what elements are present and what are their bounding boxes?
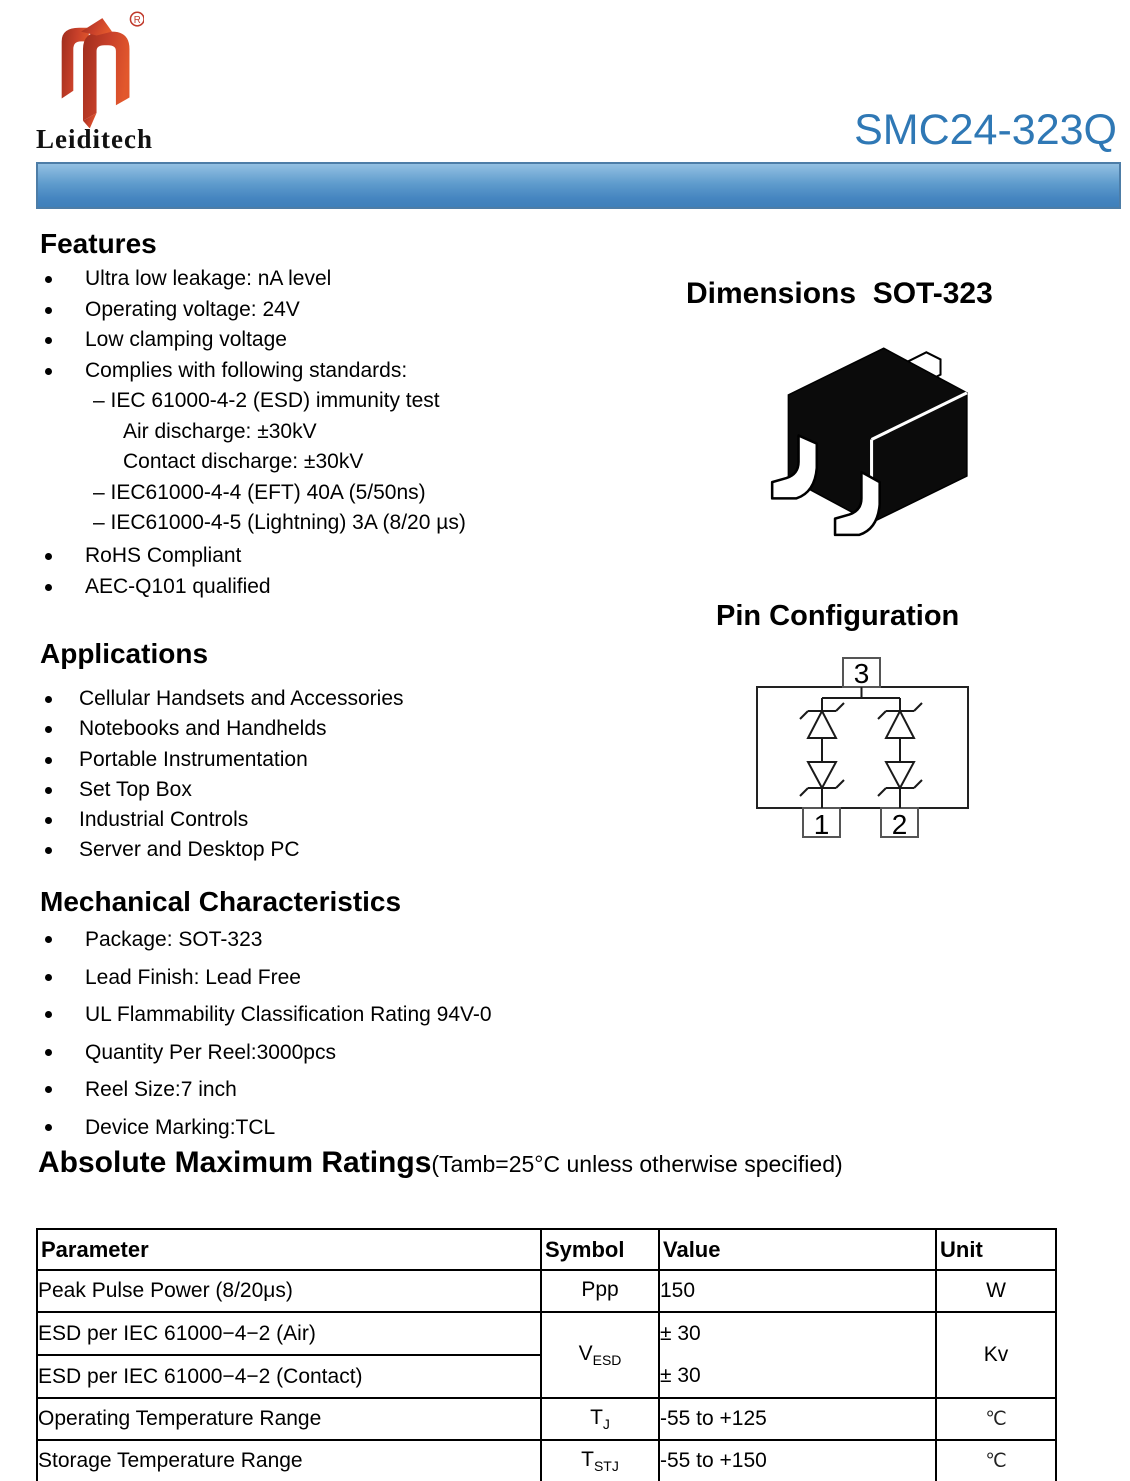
pin3-label: 3 [853,658,870,689]
parameter-cell: Storage Temperature Range [37,1440,541,1481]
list-item: Operating voltage: 24V [36,295,596,326]
unit-cell: W [936,1270,1056,1312]
bullet-icon [45,1086,52,1093]
features-list [36,264,596,603]
bullet-icon [45,1049,52,1056]
parameter-cell: Operating Temperature Range [37,1398,541,1440]
bullet-icon [45,817,52,824]
list-item: Ultra low leakage: nA level [36,264,596,295]
list-subitem: Contact discharge: ±30kV [123,450,364,473]
value-cell: ± 30 [659,1355,936,1398]
list-subitem: – IEC 61000-4-2 (ESD) immunity test [93,389,440,412]
unit-cell: Kv [936,1312,1056,1398]
bullet-icon [45,276,52,283]
value-cell: 150 [659,1270,936,1312]
features-heading: Features [40,228,157,259]
list-item: Lead Finish: Lead Free [36,959,656,997]
bullet-icon [45,1011,52,1018]
value-cell: -55 to +125 [659,1398,936,1440]
pin2-label: 2 [891,809,908,840]
bullet-icon [45,337,52,344]
col-header-unit: Unit [936,1229,1056,1270]
bullet-icon [45,1124,52,1131]
dimensions-heading: Dimensions SOT-323 [686,277,993,310]
parameter-cell: ESD per IEC 61000−4−2 (Air) [37,1312,541,1355]
bullet-icon [45,847,52,854]
bullet-icon [45,307,52,314]
parameter-cell: Peak Pulse Power (8/20μs) [37,1270,541,1312]
table-row [37,1440,1056,1481]
header-banner [36,162,1121,209]
list-item: Complies with following standards: [36,356,596,387]
list-item: AEC-Q101 qualified [36,572,596,603]
bullet-icon [45,757,52,764]
list-item: Package: SOT-323 [36,921,656,959]
symbol-cell: $V_{ESD}$ [541,1312,659,1398]
list-subitem: – IEC61000-4-5 (Lightning) 3A (8/20 µs) [93,511,466,534]
pin1-label: 1 [813,809,830,840]
mechanical-list [36,921,656,1146]
list-item: Low clamping voltage [36,325,596,356]
list-item: UL Flammability Classification Rating 94V-0 [36,996,656,1034]
list-item: Server and Desktop PC [36,835,596,865]
absolute-maximum-ratings-table [36,1228,1057,1481]
bullet-icon [45,368,52,375]
list-subitem: – IEC61000-4-4 (EFT) 40A (5/50ns) [93,480,426,504]
list-item: Reel Size:7 inch [36,1071,656,1109]
table-header-row [37,1229,1056,1270]
ratings-condition: (Tamb=25°C unless otherwise specified) [431,1151,843,1177]
ratings-heading: Absolute Maximum Ratings(Tamb=25°C unless otherwise specified) [38,1146,843,1179]
col-header-parameter: Parameter [37,1229,541,1270]
table-row [37,1270,1056,1312]
unit-cell: ℃ [936,1398,1056,1440]
pin-configuration-diagram [750,650,1020,847]
col-header-value: Value [659,1229,936,1270]
value-cell: -55 to +150 [659,1440,936,1481]
bullet-icon [45,553,52,560]
table-row [37,1398,1056,1440]
brand-name: Leiditech [36,124,153,154]
leiditech-logo-icon [52,6,144,128]
list-item: Device Marking:TCL [36,1109,656,1147]
list-item: Industrial Controls [36,805,596,835]
table-row [37,1312,1056,1355]
applications-heading: Applications [40,638,209,669]
mechanical-heading: Mechanical Characteristics [40,886,402,917]
sot323-package-drawing [735,330,1000,550]
list-item: Set Top Box [36,775,596,805]
part-number-title: SMC24-323Q [854,106,1117,154]
value-cell: ± 30 [659,1312,936,1355]
package-3d-icon [735,330,1000,545]
list-item: Portable Instrumentation [36,745,596,775]
tvs-circuit-icon [750,650,1020,842]
applications-list [36,684,596,866]
bullet-icon [45,787,52,794]
unit-cell: ℃ [936,1440,1056,1481]
col-header-symbol: Symbol [541,1229,659,1270]
company-logo [52,6,144,128]
symbol-cell: $T_{STJ}$ [541,1440,659,1481]
list-subitem: Air discharge: ±30kV [123,419,317,443]
symbol-cell: Ppp [541,1270,659,1312]
parameter-cell: ESD per IEC 61000−4−2 (Contact) [37,1355,541,1398]
list-item: Notebooks and Handhelds [36,714,596,744]
bullet-icon [45,726,52,733]
list-item: Cellular Handsets and Accessories [36,684,596,714]
list-item: Quantity Per Reel:3000pcs [36,1034,656,1072]
pin-configuration-heading: Pin Configuration [716,600,960,632]
bullet-icon [45,974,52,981]
registered-trademark-icon: R [133,14,141,26]
bullet-icon [45,936,52,943]
bullet-icon [45,584,52,591]
bullet-icon [45,696,52,703]
symbol-cell: $T_J$ [541,1398,659,1440]
list-item: RoHS Compliant [36,541,596,572]
